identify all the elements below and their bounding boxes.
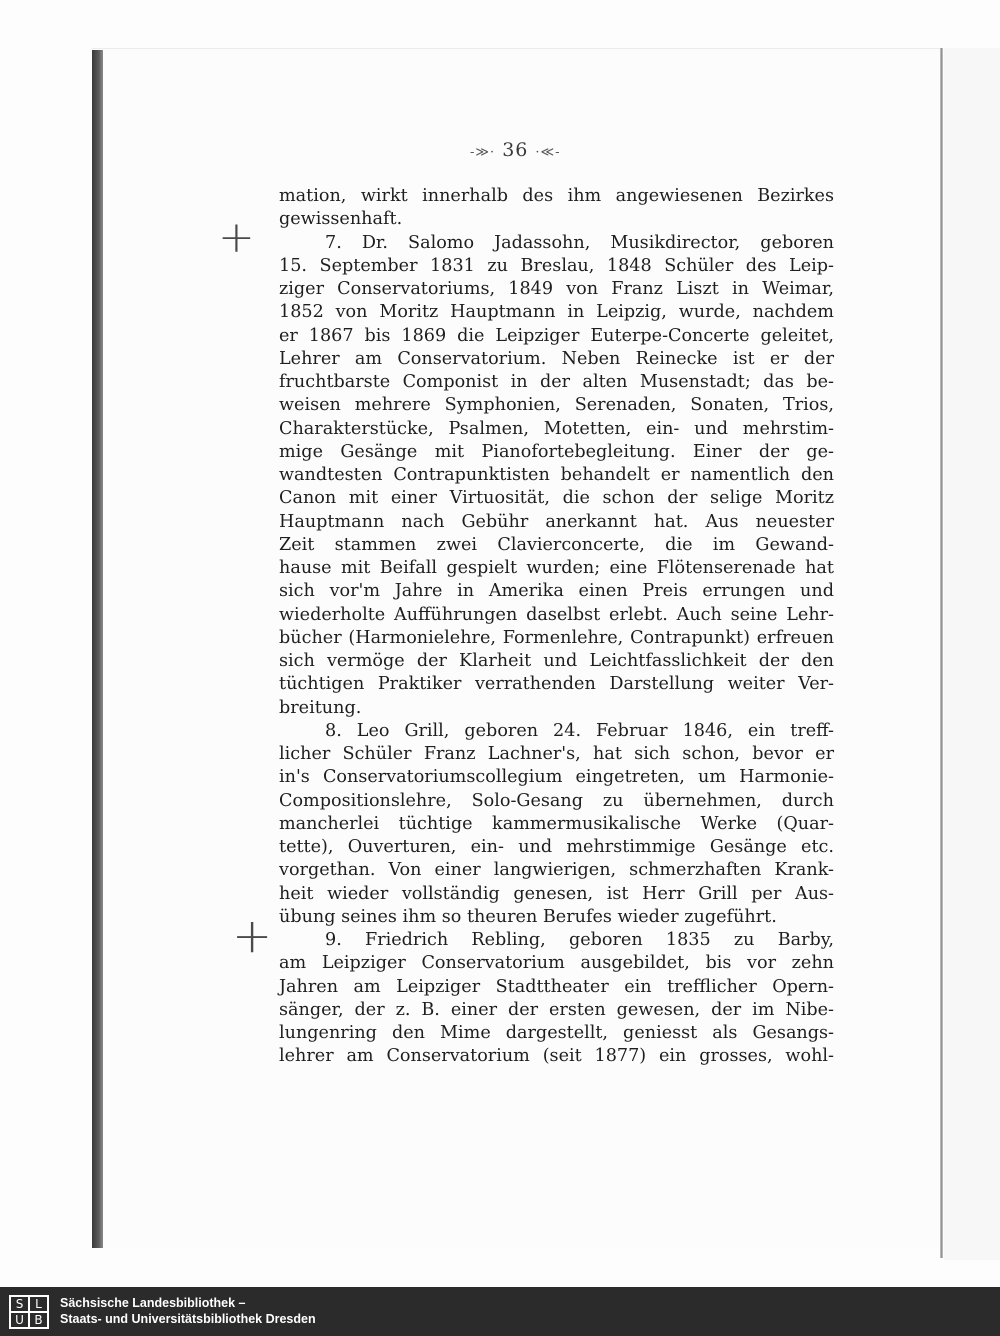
margin-cross-mark-2: + [232, 908, 273, 964]
slub-logo [9, 1295, 49, 1329]
footer-bar [0, 1287, 1000, 1336]
text-line: 9. Friedrich Rebling, geboren 1835 zu Barby, [325, 930, 834, 950]
text-line: mancherlei tüchtige kammermusikalische Werke (Quar- [279, 813, 834, 834]
institution-line-2: Staats- und Universitätsbibliothek Dresden [60, 1312, 316, 1326]
text-line: breitung. [279, 697, 362, 718]
text-line: ziger Conservatoriums, 1849 von Franz Liszt in Weimar, [279, 279, 834, 299]
text-line: 8. Leo Grill, geboren 24. Februar 1846, ein treff- [325, 720, 834, 741]
text-line: sich vermöge der Klarheit und Leichtfasslichkeit der den [279, 651, 834, 671]
margin-cross-mark-1: + [218, 212, 255, 263]
text-line: weisen mehrere Symphonien, Serenaden, Sonaten, Trios, [279, 395, 834, 416]
institution-name [60, 1295, 316, 1327]
text-line: 1852 von Moritz Hauptmann in Leipzig, wurde, nachdem [279, 302, 834, 323]
text-line: wiederholte Aufführungen daselbst erlebt. Auch seine Lehr- [279, 604, 834, 625]
next-page-sliver [944, 48, 1000, 1260]
text-line: mige Gesänge mit Pianofortebegleitung. Einer der ge- [279, 441, 834, 462]
text-line: wandtesten Contrapunktisten behandelt er namentlich den [279, 465, 834, 485]
text-line: sich vor'm Jahre in Amerika einen Preis errungen und [279, 581, 834, 602]
text-line: heit wieder vollständig genesen, ist Herr Grill per Aus- [279, 883, 834, 904]
text-line: sänger, der z. B. einer der ersten gewesen, der im Nibe- [279, 999, 834, 1020]
text-line: in's Conservatoriumscollegium eingetreten, um Harmonie- [279, 767, 834, 788]
text-line: Canon mit einer Virtuosität, die schon der selige Moritz [279, 488, 834, 509]
text-line: übung seines ihm so theuren Berufes wieder zugeführt. [279, 906, 777, 927]
logo-letter: B [29, 1312, 48, 1328]
text-line: 15. September 1831 zu Breslau, 1848 Schüler des Leip- [279, 255, 834, 276]
text-line: Jahren am Leipziger Stadttheater ein trefflicher Opern- [279, 976, 834, 997]
text-line: Zeit stammen zwei Clavierconcerte, die im Gewand- [279, 534, 834, 555]
text-line: am Leipziger Conservatorium ausgebildet, bis vor zehn [279, 953, 834, 974]
text-line: vorgethan. Von einer langwierigen, schmerzhaften Krank- [279, 860, 834, 881]
text-line: gewissenhaft. [279, 209, 403, 230]
book-spine-edge [92, 50, 103, 1248]
logo-letter: L [29, 1296, 48, 1312]
ornament-right: ·≪- [535, 145, 561, 160]
text-line: er 1867 bis 1869 die Leipziger Euterpe-Concerte geleitet, [279, 325, 834, 346]
text-line: tüchtigen Praktiker verrathenden Darstellung weiter Ver- [279, 674, 834, 695]
text-line: Lehrer am Conservatorium. Neben Reinecke ist er der [279, 348, 834, 369]
text-line: hause mit Beifall gespielt wurden; eine Flötenserenade hat [279, 558, 834, 578]
page-fold-edge [940, 48, 943, 1258]
text-line: Hauptmann nach Gebühr anerkannt hat. Aus neuester [279, 511, 834, 532]
text-line: lungenring den Mime dargestellt, geniesst als Gesangs- [279, 1023, 834, 1043]
page-number [470, 139, 650, 161]
text-line: Compositionslehre, Solo-Gesang zu übernehmen, durch [279, 790, 834, 811]
text-line: mation, wirkt innerhalb des ihm angewiesenen Bezirkes [279, 186, 834, 206]
logo-letter: U [10, 1312, 29, 1328]
text-line: Charakterstücke, Psalmen, Motetten, ein- und mehrstim- [279, 418, 834, 439]
institution-line-1: Sächsische Landesbibliothek – [60, 1296, 246, 1310]
body-text [279, 185, 834, 1069]
text-line: fruchtbarste Componist in der alten Musenstadt; das be- [279, 372, 834, 392]
text-line: bücher (Harmonielehre, Formenlehre, Contrapunkt) erfreuen [279, 627, 834, 648]
text-line: lehrer am Conservatorium (seit 1877) ein grosses, wohl- [279, 1046, 834, 1067]
text-line: 7. Dr. Salomo Jadassohn, Musikdirector, geboren [325, 232, 834, 253]
ornament-left: -≫· [470, 145, 496, 160]
logo-letter: S [10, 1296, 29, 1312]
text-line: licher Schüler Franz Lachner's, hat sich schon, bevor er [279, 744, 834, 764]
page-number-value: 36 [502, 139, 529, 161]
text-line: tette), Ouverturen, ein- und mehrstimmige Gesänge etc. [279, 837, 834, 857]
